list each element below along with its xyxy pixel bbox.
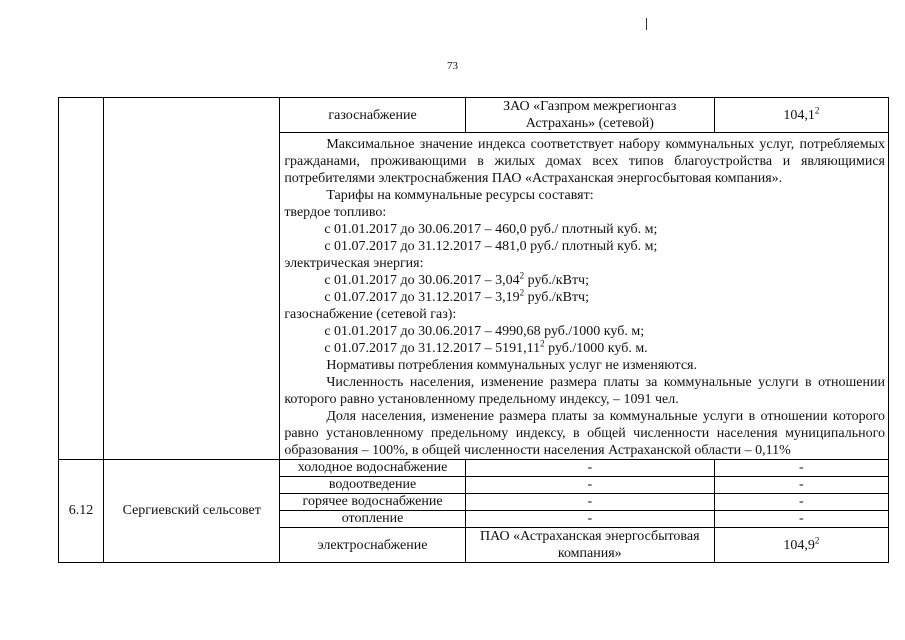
service-cell: отопление — [280, 511, 465, 528]
index-cell: - — [714, 460, 888, 477]
narrative-cell — [280, 133, 889, 460]
index-value: 104,1 — [783, 107, 815, 123]
number-cell-empty — [59, 98, 104, 460]
provider-cell: - — [465, 460, 714, 477]
narrative-norms: Нормативы потребления коммунальных услуг не изменяются. — [326, 358, 697, 373]
index-footnote: 2 — [814, 104, 820, 115]
service-cell: холодное водоснабжение — [280, 460, 465, 477]
provider-cell: - — [465, 511, 714, 528]
index-cell — [714, 98, 888, 133]
electric-label: электрическая энергия: — [284, 256, 424, 271]
index-cell: - — [714, 477, 888, 494]
tariff-table — [58, 97, 889, 563]
scan-artifact — [646, 18, 647, 30]
solid-fuel-label: твердое топливо: — [284, 205, 387, 220]
section-municipality: Сергиевский сельсовет — [104, 460, 280, 563]
page-number: 73 — [447, 60, 458, 72]
gas-tariff-2: с 01.07.2017 до 31.12.2017 – 5191,11$^2$ руб./1000 куб. м. — [324, 338, 648, 356]
narrative-tariffs-heading: Тарифы на коммунальные ресурсы составят: — [326, 188, 594, 203]
table-row — [59, 460, 889, 477]
table-row — [59, 98, 889, 133]
narrative-share: Доля населения, изменение размера платы за коммунальные услуги в отношении которого равно установленному предельному индексу, в общей численности населения муниципального образования – 100%, в общей численности населения Астраханской области – 0,11% — [284, 409, 885, 458]
service-cell: водоотведение — [280, 477, 465, 494]
service-cell: электроснабжение — [280, 528, 465, 563]
section-number: 6.12 — [59, 460, 104, 563]
narrative-max-index: Максимальное значение индекса соответствует набору коммунальных услуг, потребляемых гражданами, проживающими в жилых домах всех типов благоустройства и являющимися потребителями электроснабжения ПАО «Астраханская энергосбытовая компания». — [284, 137, 885, 186]
index-cell — [714, 528, 888, 563]
service-cell: газоснабжение — [280, 98, 465, 133]
provider-cell: - — [465, 477, 714, 494]
narrative-population: Численность населения, изменение размера платы за коммунальные услуги в отношении которого равно установленному предельному индексу, – 1091 чел. — [284, 375, 885, 407]
provider-cell: - — [465, 494, 714, 511]
municipality-cell-empty — [104, 98, 280, 460]
gas-tariff-1: с 01.01.2017 до 30.06.2017 – 4990,68 руб./1000 куб. м; — [324, 324, 645, 339]
provider-cell: ЗАО «Газпром межрегионгаз Астрахань» (сетевой) — [465, 98, 714, 133]
index-cell: - — [714, 494, 888, 511]
index-value: 104,9 — [783, 537, 815, 553]
gas-label: газоснабжение (сетевой газ): — [284, 307, 457, 322]
index-cell: - — [714, 511, 888, 528]
electric-tariff-1: с 01.01.2017 до 30.06.2017 – 3,04$^2$ руб./кВтч; — [324, 270, 589, 288]
electric-tariff-2: с 01.07.2017 до 31.12.2017 – 3,19$^2$ руб./кВтч; — [324, 287, 589, 305]
service-cell: горячее водоснабжение — [280, 494, 465, 511]
solid-fuel-tariff-1: с 01.01.2017 до 30.06.2017 – 460,0 руб./ плотный куб. м; — [324, 222, 658, 237]
solid-fuel-tariff-2: с 01.07.2017 до 31.12.2017 – 481,0 руб./ плотный куб. м; — [324, 239, 658, 254]
index-footnote: 2 — [814, 534, 820, 545]
provider-cell: ПАО «Астраханская энергосбытовая компания» — [465, 528, 714, 563]
